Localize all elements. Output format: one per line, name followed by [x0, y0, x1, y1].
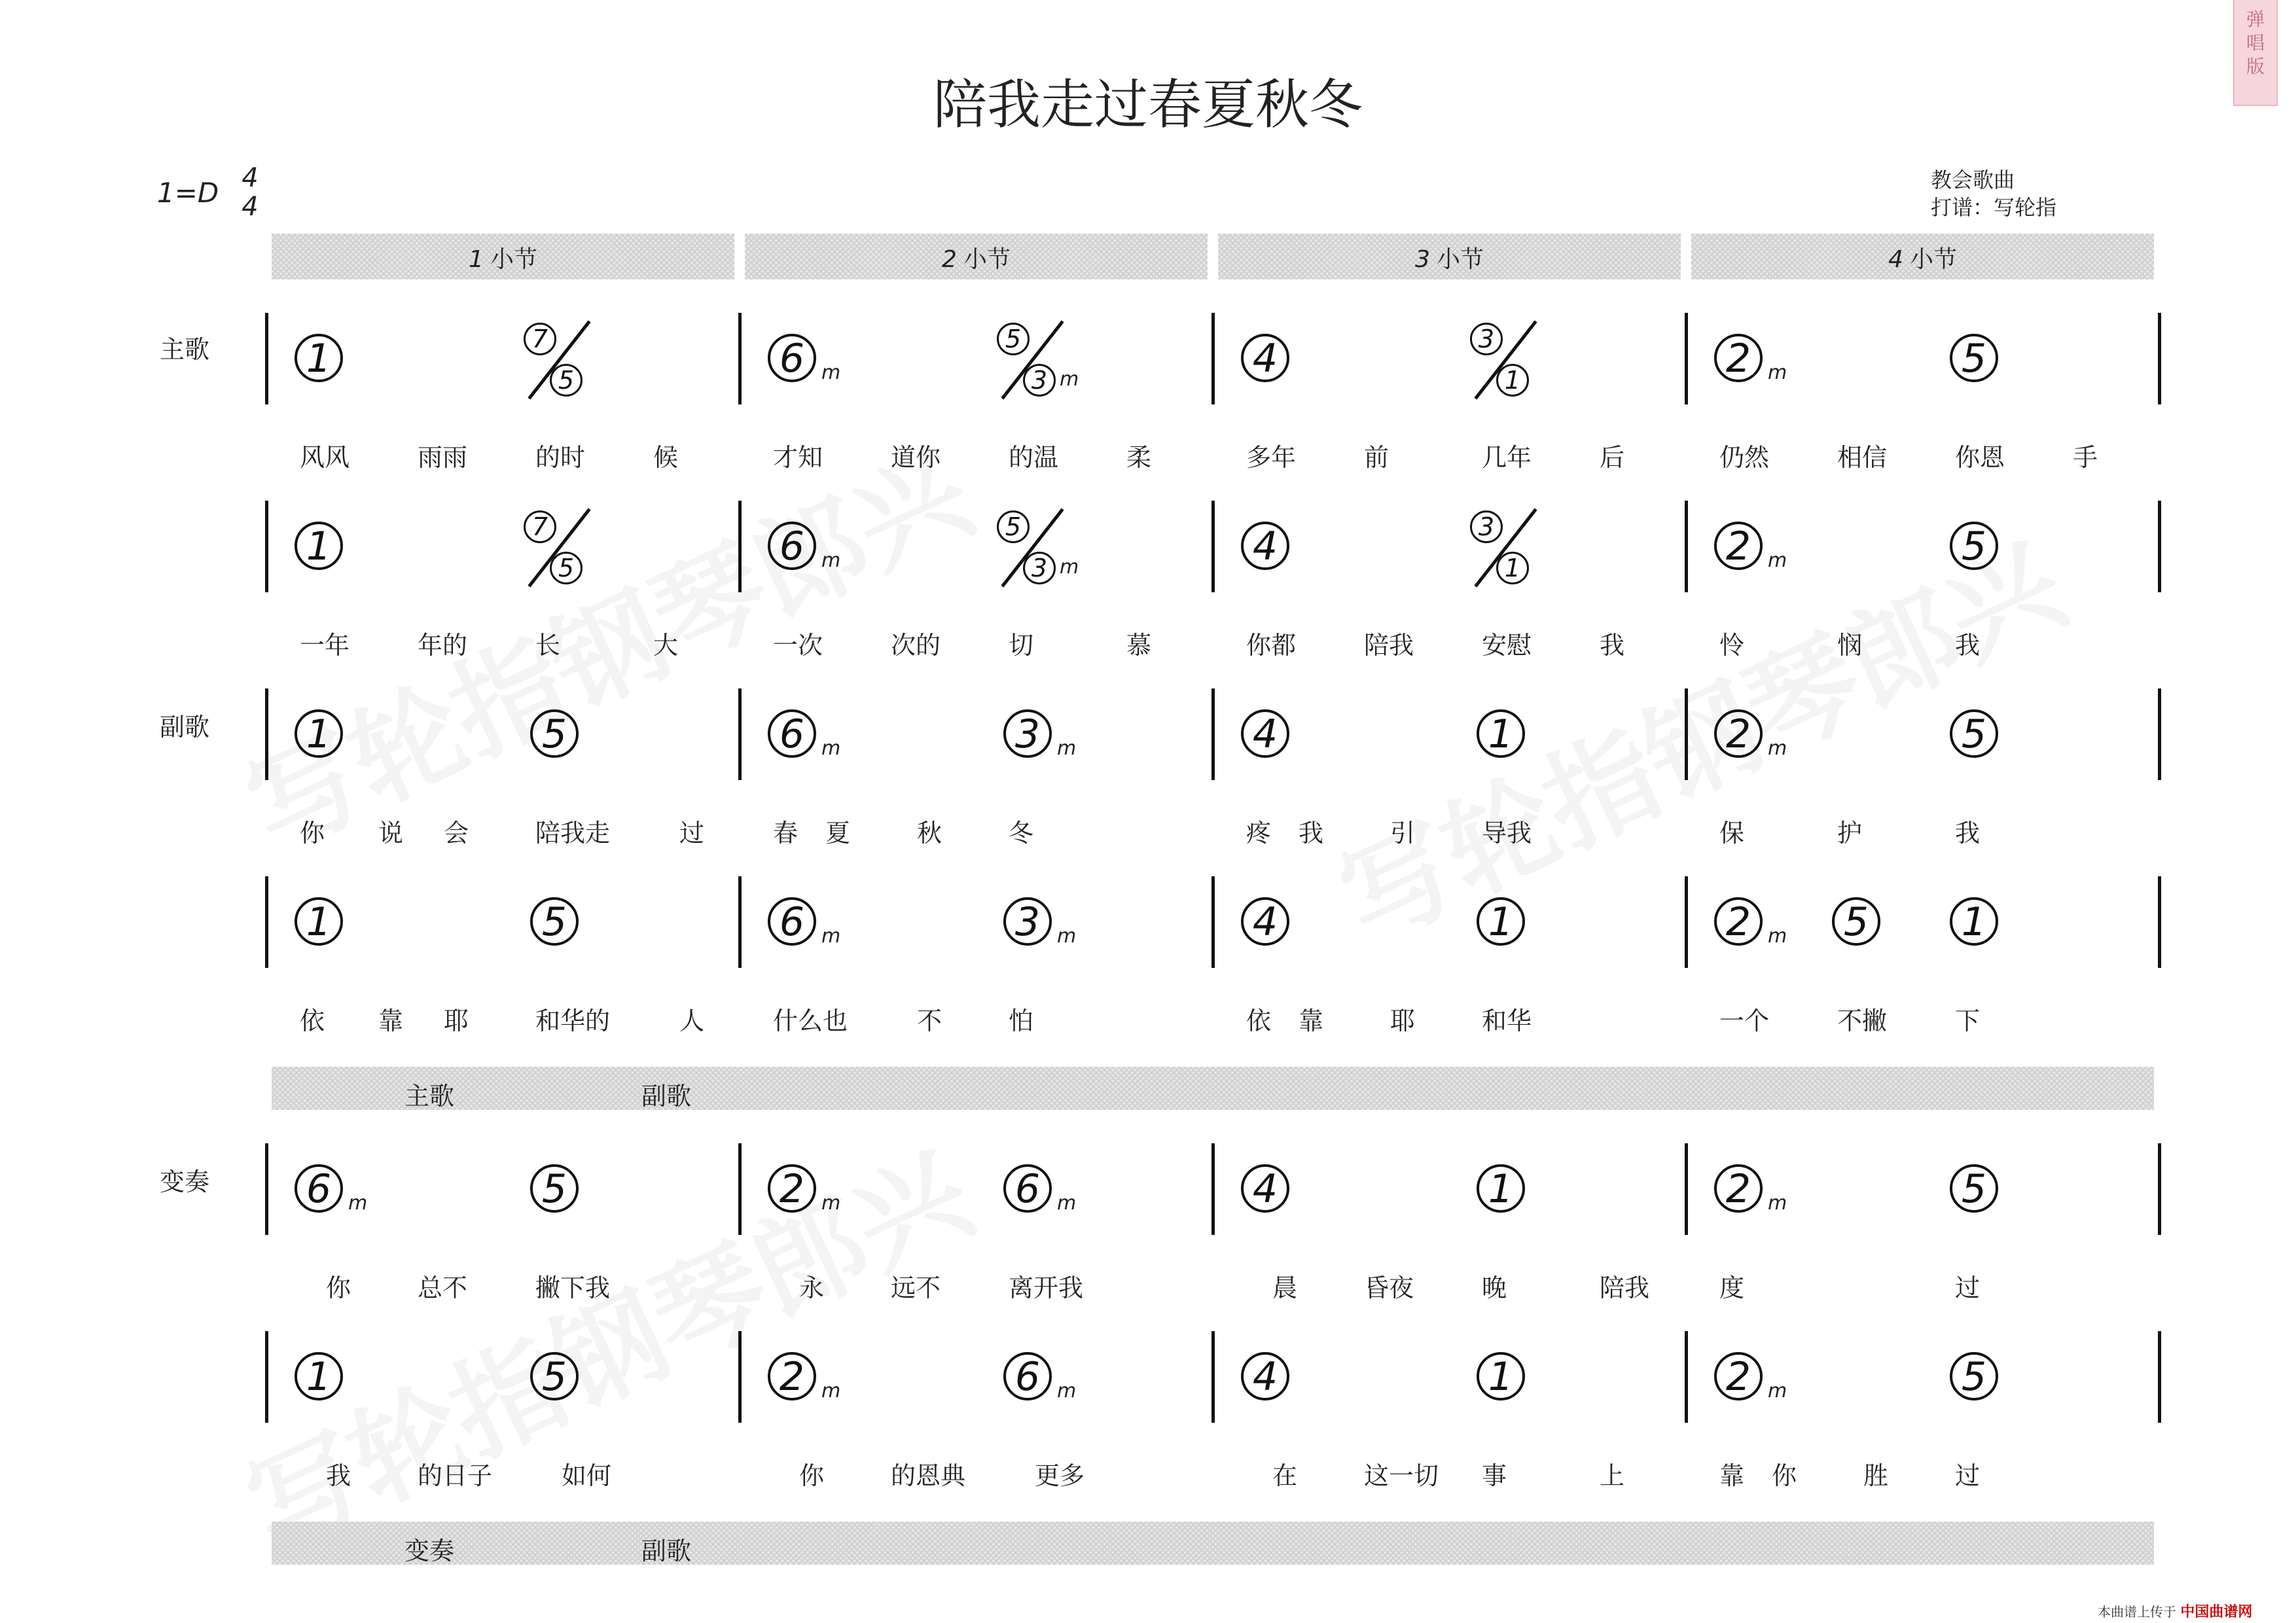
lyric: 你 — [326, 1274, 351, 1302]
lyric: 我 — [1299, 819, 1324, 847]
lyric: 靠 — [1299, 1007, 1324, 1035]
chord-quality: m — [1768, 1192, 1787, 1215]
barline — [265, 876, 268, 968]
time-signature — [238, 164, 262, 221]
chord-degree: 5 — [1832, 897, 1880, 946]
lyric: 总不 — [418, 1274, 468, 1302]
lyric: 陪我走 — [535, 819, 611, 847]
chord-degree: 6 — [768, 334, 816, 382]
chord-quality: m — [1057, 737, 1077, 760]
lyric: 几年 — [1482, 443, 1532, 472]
chord-degree: 2 — [1714, 897, 1763, 946]
chord-degree: 1 — [1477, 1352, 1525, 1400]
barline — [738, 1331, 742, 1423]
measure-word: 小节 — [1436, 246, 1484, 273]
lyric: 你恩 — [1955, 443, 2005, 472]
chord-slash-bottom: 5 — [550, 552, 583, 584]
barline — [738, 313, 742, 404]
chord-slash-top: 7 — [524, 323, 556, 355]
chord-degree: 5 — [530, 1164, 579, 1213]
lyric: 远不 — [891, 1274, 941, 1302]
transcriber: 打谱：写轮指 — [1931, 195, 2057, 220]
barline — [738, 1143, 742, 1235]
lyric: 大 — [653, 631, 679, 660]
key-signature: 1=D — [157, 177, 219, 209]
chord-quality: m — [1057, 925, 1077, 948]
upload-note — [2098, 1601, 2252, 1621]
chord-degree: 2 — [1714, 709, 1763, 758]
footer-label: 副歌 — [641, 1082, 692, 1111]
chord-degree: 4 — [1241, 897, 1289, 946]
lyric: 雨雨 — [418, 443, 468, 472]
chord-degree: 5 — [1950, 1164, 1998, 1213]
measure-header-label — [745, 241, 1208, 274]
lyric: 我 — [1955, 819, 1981, 847]
chord-quality: m — [821, 925, 841, 948]
chord-degree: 1 — [1477, 897, 1525, 946]
lyric: 的日子 — [418, 1461, 493, 1490]
chord-degree: 1 — [295, 897, 343, 946]
barline — [738, 501, 742, 592]
chord-slash-bottom: 1 — [1496, 364, 1529, 397]
lyric: 道你 — [891, 443, 941, 472]
lyric: 度 — [1719, 1274, 1745, 1302]
lyric: 永 — [799, 1274, 825, 1302]
barline — [1685, 1331, 1688, 1423]
badge-char: 版 — [2246, 56, 2265, 77]
chord-degree: 5 — [530, 1352, 579, 1400]
measure-number: 3 — [1415, 246, 1430, 273]
chord-quality: m — [1057, 1192, 1077, 1215]
lyric: 才知 — [773, 443, 823, 472]
lyric: 切 — [1009, 631, 1034, 660]
lyric: 怕 — [1009, 1007, 1034, 1035]
chord-degree: 4 — [1241, 1352, 1289, 1400]
time-signature-top: 4 — [242, 163, 259, 193]
chord-quality: m — [821, 1192, 841, 1215]
lyric: 胜 — [1863, 1461, 1889, 1490]
barline — [1211, 688, 1215, 780]
lyric: 手 — [2073, 443, 2098, 472]
barline — [2158, 1143, 2161, 1235]
badge-char: 唱 — [2246, 32, 2265, 54]
chord-slash-top: 3 — [1470, 323, 1503, 355]
chord-degree: 1 — [295, 709, 343, 758]
lyric: 秋 — [917, 819, 942, 847]
chord-degree: 5 — [1950, 334, 1998, 382]
chord-quality: m — [821, 1380, 841, 1402]
lyric: 的温 — [1009, 443, 1059, 472]
chord-degree: 4 — [1241, 522, 1289, 570]
chord-degree: 3 — [1003, 897, 1052, 946]
lyric: 靠 — [378, 1007, 404, 1035]
lyric: 这一切 — [1364, 1461, 1439, 1490]
chord-slash-bottom: 5 — [550, 364, 583, 397]
badge-char: 弹 — [2246, 9, 2265, 30]
chord-quality: m — [1768, 361, 1787, 384]
chord-degree: 6 — [1003, 1352, 1052, 1400]
lyric: 晚 — [1482, 1274, 1507, 1302]
lyric: 多年 — [1246, 443, 1297, 472]
version-badge — [2233, 0, 2278, 106]
lyric: 我 — [1955, 631, 1981, 660]
chord-degree: 5 — [1950, 709, 1998, 758]
lyric: 事 — [1482, 1461, 1507, 1490]
measure-word: 小节 — [963, 246, 1011, 273]
lyric: 耶 — [444, 1007, 469, 1035]
chord-quality: m — [1057, 1380, 1077, 1402]
lyric: 过 — [679, 819, 705, 847]
lyric: 的时 — [535, 443, 586, 472]
lyric: 年的 — [418, 631, 468, 660]
lyric: 导我 — [1482, 819, 1532, 847]
barline — [1211, 876, 1215, 968]
lyric: 安慰 — [1482, 631, 1532, 660]
chord-degree: 1 — [295, 1352, 343, 1400]
lyric: 下 — [1955, 1007, 1981, 1035]
lyric: 靠 — [1719, 1461, 1745, 1490]
lyric: 离开我 — [1009, 1274, 1084, 1302]
chord-degree: 1 — [1950, 897, 1998, 946]
measure-number: 2 — [942, 246, 957, 273]
site-logo: 中国曲谱网 — [2180, 1604, 2253, 1620]
chord-degree: 2 — [1714, 1164, 1763, 1213]
chord-slash-bottom: 3 — [1023, 364, 1056, 397]
chord-quality: m — [1768, 1380, 1787, 1402]
barline — [1685, 501, 1688, 592]
lyric: 你都 — [1246, 631, 1297, 660]
lyric: 长 — [535, 631, 561, 660]
barline — [738, 688, 742, 780]
lyric: 怜 — [1719, 631, 1745, 660]
barline — [738, 876, 742, 968]
lyric: 保 — [1719, 819, 1745, 847]
lyric: 前 — [1364, 443, 1390, 472]
lyric: 陪我 — [1600, 1274, 1650, 1302]
lyric: 春 — [773, 819, 798, 847]
measure-header-label — [272, 241, 734, 274]
footer-label: 变奏 — [404, 1537, 455, 1565]
chord-degree: 2 — [1714, 334, 1763, 382]
lyric: 仍然 — [1719, 443, 1770, 472]
lyric: 你 — [1772, 1461, 1797, 1490]
barline — [265, 688, 268, 780]
lyric: 什么也 — [773, 1007, 848, 1035]
lyric: 柔 — [1126, 443, 1152, 472]
lyric: 风风 — [300, 443, 350, 472]
barline — [2158, 1331, 2161, 1423]
chord-degree: 5 — [1950, 522, 1998, 570]
lyric: 我 — [326, 1461, 351, 1490]
section-footer-band — [272, 1067, 2154, 1110]
barline — [1211, 313, 1215, 404]
lyric: 过 — [1955, 1461, 1981, 1490]
chord-degree: 2 — [768, 1352, 816, 1400]
lyric: 一个 — [1719, 1007, 1770, 1035]
chord-quality: m — [821, 549, 841, 572]
barline — [2158, 313, 2161, 404]
lyric: 冬 — [1009, 819, 1034, 847]
chord-degree: 2 — [1714, 522, 1763, 570]
barline — [1685, 313, 1688, 404]
lyric: 会 — [444, 819, 469, 847]
lyric: 说 — [378, 819, 404, 847]
barline — [265, 501, 268, 592]
chord-degree: 1 — [1477, 709, 1525, 758]
section-label-verse: 主歌 — [160, 335, 210, 364]
chord-degree: 4 — [1241, 334, 1289, 382]
chord-degree: 6 — [1003, 1164, 1052, 1213]
chord-quality: m — [1768, 925, 1787, 948]
lyric: 次的 — [891, 631, 941, 660]
measure-header-label — [1691, 241, 2154, 274]
lyric: 依 — [300, 1007, 325, 1035]
chord-slash-bottom: 3 — [1023, 552, 1056, 584]
barline — [2158, 876, 2161, 968]
lyric: 和华 — [1482, 1007, 1532, 1035]
chord-quality: m — [1768, 737, 1787, 760]
lyric: 疼 — [1246, 819, 1272, 847]
lyric: 撇下我 — [535, 1274, 611, 1302]
barline — [2158, 688, 2161, 780]
lyric: 昏夜 — [1364, 1274, 1414, 1302]
barline — [1211, 501, 1215, 592]
chord-slash-top: 3 — [1470, 510, 1503, 543]
barline — [1685, 1143, 1688, 1235]
measure-word: 小节 — [1909, 246, 1957, 273]
chord-degree: 2 — [1714, 1352, 1763, 1400]
lyric: 我 — [1600, 631, 1625, 660]
lyric: 和华的 — [535, 1007, 611, 1035]
chord-degree: 4 — [1241, 1164, 1289, 1213]
lyric: 一年 — [300, 631, 350, 660]
time-signature-bottom: 4 — [242, 192, 259, 222]
lyric: 你 — [799, 1461, 825, 1490]
lyric: 候 — [653, 443, 679, 472]
lyric: 更多 — [1035, 1461, 1085, 1490]
lyric: 引 — [1390, 819, 1416, 847]
lyric: 护 — [1837, 819, 1863, 847]
chord-quality: m — [1060, 556, 1079, 579]
section-label-variation: 变奏 — [160, 1168, 210, 1196]
chord-slash-top: 5 — [997, 323, 1030, 355]
lyric: 在 — [1272, 1461, 1298, 1490]
barline — [2158, 501, 2161, 592]
footer-label: 副歌 — [641, 1537, 692, 1565]
lyric: 陪我 — [1364, 631, 1414, 660]
lyric: 慕 — [1126, 631, 1152, 660]
chord-degree: 5 — [530, 897, 579, 946]
lyric: 相信 — [1837, 443, 1888, 472]
barline — [1211, 1143, 1215, 1235]
lyric: 晨 — [1272, 1274, 1298, 1302]
lyric: 如何 — [562, 1461, 612, 1490]
chord-degree: 6 — [768, 522, 816, 570]
chord-quality: m — [821, 737, 841, 760]
chord-degree: 5 — [530, 709, 579, 758]
chord-degree: 6 — [768, 709, 816, 758]
chord-degree: 3 — [1003, 709, 1052, 758]
chord-degree: 1 — [1477, 1164, 1525, 1213]
chord-quality: m — [1768, 549, 1787, 572]
section-label-chorus: 副歌 — [160, 713, 210, 741]
chord-degree: 5 — [1950, 1352, 1998, 1400]
barline — [265, 313, 268, 404]
chord-degree: 4 — [1241, 709, 1289, 758]
chord-quality: m — [821, 361, 841, 384]
footer-label: 主歌 — [404, 1082, 455, 1111]
chord-quality: m — [1060, 368, 1079, 391]
measure-header-label — [1218, 241, 1681, 274]
barline — [1685, 688, 1688, 780]
measure-number: 4 — [1888, 246, 1903, 273]
chord-degree: 2 — [768, 1164, 816, 1213]
lyric: 耶 — [1390, 1007, 1416, 1035]
lyric: 上 — [1600, 1461, 1625, 1490]
chord-slash-top: 5 — [997, 510, 1030, 543]
chord-slash-bottom: 1 — [1496, 552, 1529, 584]
lyric: 你 — [300, 819, 325, 847]
lyric: 不撇 — [1837, 1007, 1888, 1035]
lyric: 悯 — [1837, 631, 1863, 660]
barline — [1211, 1331, 1215, 1423]
lyric: 夏 — [825, 819, 851, 847]
barline — [1685, 876, 1688, 968]
chord-degree: 1 — [295, 334, 343, 382]
lyric: 过 — [1955, 1274, 1981, 1302]
page-title: 陪我走过春夏秋冬 — [933, 74, 1363, 136]
lyric: 的恩典 — [891, 1461, 966, 1490]
chord-degree: 6 — [768, 897, 816, 946]
section-footer-band — [272, 1522, 2154, 1565]
barline — [265, 1331, 268, 1423]
chord-slash-top: 7 — [524, 510, 556, 543]
lyric: 依 — [1246, 1007, 1272, 1035]
barline — [265, 1143, 268, 1235]
lyric: 不 — [917, 1007, 942, 1035]
chord-degree: 6 — [295, 1164, 343, 1213]
song-category: 教会歌曲 — [1931, 168, 2015, 192]
measure-word: 小节 — [490, 246, 537, 273]
upload-note-text: 本曲谱上传于 — [2098, 1604, 2176, 1620]
lyric: 一次 — [773, 631, 823, 660]
lyric: 人 — [679, 1007, 705, 1035]
measure-number: 1 — [469, 246, 484, 273]
chord-quality: m — [348, 1192, 368, 1215]
chord-degree: 1 — [295, 522, 343, 570]
lyric: 后 — [1600, 443, 1625, 472]
